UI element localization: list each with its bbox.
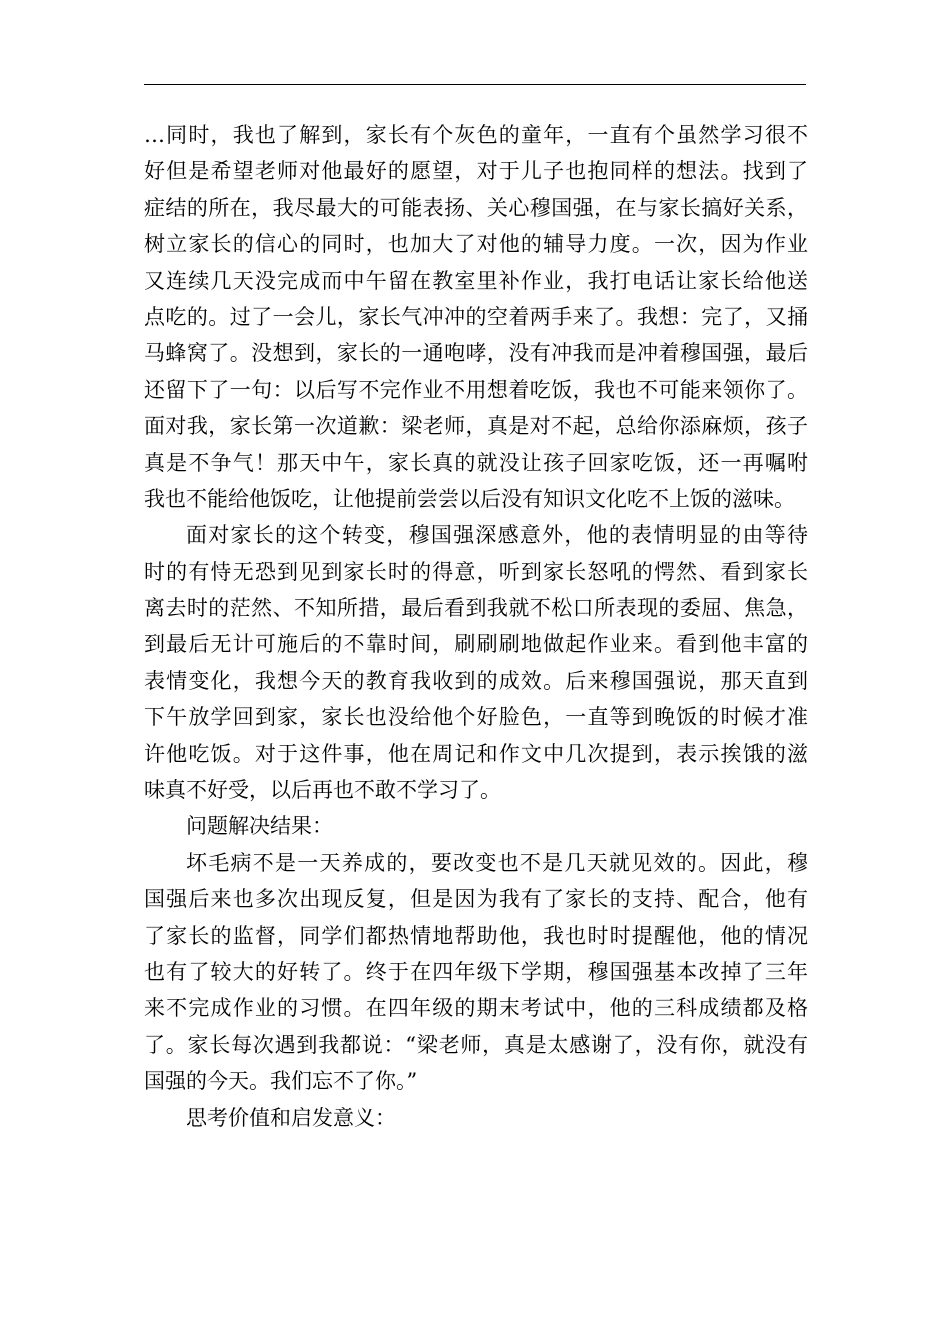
- text-line: 国强的今天。我们忘不了你。”: [144, 1069, 418, 1094]
- text-line: 树立家长的信心的同时，也加大了对他的辅导力度。一次，因为作业: [144, 232, 808, 257]
- text-line: 又连续几天没完成而中午留在教室里补作业，我打电话让家长给他送: [144, 268, 808, 293]
- header-rule: [144, 84, 806, 85]
- text-line: 时的有恃无恐到见到家长时的得意，听到家长怒吼的愕然、看到家长: [144, 559, 808, 584]
- text-line: 离去时的茫然、不知所措，最后看到我就不松口所表现的委屈、焦急，: [144, 596, 808, 621]
- document-body: [144, 117, 808, 1136]
- text-line: 坏毛病不是一天养成的，要改变也不是几天就见效的。因此，穆: [186, 850, 808, 875]
- text-line: 也有了较大的好转了。终于在四年级下学期，穆国强基本改掉了三年: [144, 959, 808, 984]
- text-line: 问题解决结果：: [186, 814, 333, 839]
- text-line: 还留下了一句：以后写不完作业不用想着吃饭，我也不可能来领你了。: [144, 377, 808, 402]
- text-line: 好但是希望老师对他最好的愿望，对于儿子也抱同样的想法。找到了: [144, 159, 808, 184]
- paragraph: [144, 1100, 808, 1136]
- text-line: 到最后无计可施后的不靠时间，刷刷刷地做起作业来。看到他丰富的: [144, 632, 808, 657]
- text-line: 味真不好受，以后再也不敢不学习了。: [144, 778, 501, 803]
- paragraph: [144, 845, 808, 1100]
- text-line: 真是不争气！那天中午，家长真的就没让孩子回家吃饭，还一再嘱咐: [144, 450, 808, 475]
- text-line: 了。家长每次遇到我都说：“梁老师，真是太感谢了，没有你，就没有: [144, 1032, 808, 1057]
- text-line: 表情变化，我想今天的教育我收到的成效。后来穆国强说，那天直到: [144, 668, 808, 693]
- text-line: 下午放学回到家，家长也没给他个好脸色，一直等到晚饭的时候才准: [144, 705, 808, 730]
- text-line: 国强后来也多次出现反复，但是因为我有了家长的支持、配合，他有: [144, 887, 808, 912]
- text-line: …同时，我也了解到，家长有个灰色的童年，一直有个虽然学习很不: [144, 123, 808, 147]
- text-line: 许他吃饭。对于这件事，他在周记和作文中几次提到，表示挨饿的滋: [144, 741, 808, 766]
- paragraph: [144, 808, 808, 844]
- paragraph: [144, 517, 808, 808]
- text-line: 点吃的。过了一会儿，家长气冲冲的空着两手来了。我想：完了，又捅: [144, 304, 808, 329]
- text-line: 我也不能给他饭吃，让他提前尝尝以后没有知识文化吃不上饭的滋味。: [144, 486, 795, 511]
- paragraph: [144, 117, 808, 517]
- text-line: 面对家长的这个转变，穆国强深感意外，他的表情明显的由等待: [186, 523, 808, 548]
- text-line: 思考价值和启发意义：: [186, 1105, 396, 1130]
- text-line: 症结的所在，我尽最大的可能表扬、关心穆国强，在与家长搞好关系，: [144, 195, 808, 220]
- text-line: 了家长的监督，同学们都热情地帮助他，我也时时提醒他，他的情况: [144, 923, 808, 948]
- text-line: 来不完成作业的习惯。在四年级的期末考试中，他的三科成绩都及格: [144, 996, 808, 1021]
- text-line: 马蜂窝了。没想到，家长的一通咆哮，没有冲我而是冲着穆国强，最后: [144, 341, 808, 366]
- text-line: 面对我，家长第一次道歉：梁老师，真是对不起，总给你添麻烦，孩子: [144, 414, 808, 439]
